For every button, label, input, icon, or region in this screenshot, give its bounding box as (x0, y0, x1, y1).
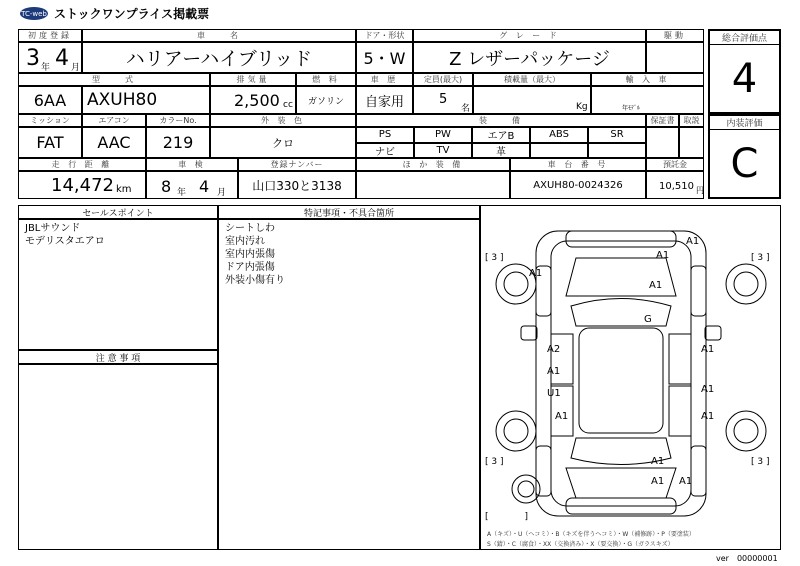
equip-label: 装 備 (356, 114, 646, 127)
overall-score-label: 総合評価点 (710, 31, 779, 45)
legend-line-2: S（錆）・C（腐食）・XX（交換済み）・X（要交換）・G（ガラスキズ） (487, 541, 674, 548)
mirror-right (705, 326, 721, 340)
damage-diagram (480, 205, 781, 550)
recycle-label: 預託金 (646, 158, 704, 171)
car-body-outline (536, 231, 706, 516)
mission-label: ミッション (18, 114, 82, 127)
first-reg-label: 初度登録 (18, 29, 82, 42)
damage-mark: A1 (651, 476, 665, 487)
equipment-item (530, 143, 588, 159)
wheel-rear-right (726, 411, 766, 451)
plate: 山口330と3138 (238, 171, 356, 199)
fuel-label: 燃 料 (296, 73, 356, 86)
interior-score-box (708, 114, 781, 199)
import: 年ﾓﾃﾞﾙ (591, 86, 704, 114)
capacity-label: 定員(最大) (413, 73, 473, 86)
displacement: 2,500 cc (210, 86, 296, 114)
inspection-label: 車 検 (146, 158, 238, 171)
equipment-item: SR (588, 127, 646, 143)
notes (18, 364, 218, 550)
version: ver 00000001 (716, 554, 778, 563)
overall-score: 4 (731, 56, 758, 102)
import-label: 輸 入 車 (591, 73, 704, 86)
sales-points-title: セールスポイント (18, 205, 218, 219)
damage-mark: A1 (701, 411, 715, 422)
damage-mark: A1 (547, 366, 561, 377)
other-equip (356, 171, 510, 199)
other-equip-label: ほ か 装 備 (356, 158, 510, 171)
bracket-top-right: [ 3 ] (751, 253, 770, 263)
damage-mark: A1 (555, 411, 569, 422)
equipment-item: ABS (530, 127, 588, 143)
grade-value: Z レザーパッケージ (413, 42, 646, 73)
door-right-front (669, 334, 691, 384)
sales-points (18, 219, 218, 350)
equipment-item: PS (356, 127, 414, 143)
list-item: 室内汚れ (225, 236, 265, 247)
chassis: AXUH80-0024326 (510, 171, 646, 199)
ac: AAC (82, 127, 146, 158)
grade-label: グ レ ー ド (413, 29, 646, 42)
exterior: クロ (210, 127, 356, 158)
recycle: 10,510 円 (646, 171, 704, 199)
mileage: 14,472 km (18, 171, 146, 199)
roof (579, 328, 663, 433)
equipment-item: 革 (472, 143, 530, 159)
color-no-label: カラーNo. (146, 114, 210, 127)
inspection: 8 年 4 月 (146, 171, 238, 199)
list-item: 室内内張傷 (225, 249, 275, 260)
equipment-item: エアB (472, 127, 530, 143)
warranty-label: 保証書 (646, 114, 679, 127)
equipment-item: ナビ (356, 143, 414, 159)
wheel-rear-left (496, 411, 536, 451)
color-no: 219 (146, 127, 210, 158)
damage-mark: A1 (656, 250, 670, 261)
first-reg-value: 3 年 4 月 (18, 42, 82, 73)
car-diagram (481, 206, 780, 549)
bracket-top-left: [ 3 ] (485, 253, 504, 263)
remarks-title: 特記事項・不具合箇所 (218, 205, 480, 219)
manual (679, 127, 704, 158)
ac-label: エアコン (82, 114, 146, 127)
list-item: JBLサウンド (25, 223, 81, 234)
wheel-front-right (726, 264, 766, 304)
list-item: モデリスタエアロ (25, 236, 105, 247)
manual-label: 取説 (679, 114, 704, 127)
damage-mark: A1 (649, 280, 663, 291)
front-bumper (566, 231, 676, 247)
damage-mark: A1 (701, 344, 715, 355)
displacement-label: 排気量 (210, 73, 296, 86)
warranty (646, 127, 679, 158)
drive-value (646, 42, 704, 73)
legend-line-1: A（キズ）・U（ヘコミ）・B（キズを伴うヘコミ）・W（補修跡）・P（要塗装） (487, 531, 695, 538)
damage-mark: A1 (651, 456, 665, 467)
model-code: AXUH80 (82, 86, 210, 114)
drive-label: 駆動 (646, 29, 704, 42)
bracket-bottom-right: [ 3 ] (751, 457, 770, 467)
damage-mark: A2 (547, 344, 561, 355)
door-label: ドア・形状 (356, 29, 413, 42)
notes-title: 注 意 事 項 (18, 350, 218, 364)
door-value: 5・W (356, 42, 413, 73)
model-prefix: 6AA (18, 86, 82, 114)
damage-mark: A1 (686, 236, 700, 247)
damage-mark: A1 (679, 476, 693, 487)
mileage-label: 走 行 距 離 (18, 158, 146, 171)
exterior-label: 外 装 色 (210, 114, 356, 127)
equipment-item: PW (414, 127, 472, 143)
loading: Kg (473, 86, 591, 114)
brand-logo: TC-web (20, 7, 48, 20)
equipment-item: TV (414, 143, 472, 159)
car-body-inner (551, 241, 691, 506)
interior-score: C (730, 141, 759, 187)
history: 自家用 (356, 86, 413, 114)
car-name-label: 車 名 (82, 29, 356, 42)
windshield (571, 299, 671, 327)
bracket-bottom-left: [ 3 ] (485, 457, 504, 467)
list-item: ドア内張傷 (225, 262, 275, 273)
door-right-rear (669, 386, 691, 436)
remarks (218, 219, 480, 550)
model-label: 型 式 (18, 73, 210, 86)
equipment-grid (356, 127, 646, 158)
damage-mark: A1 (701, 384, 715, 395)
history-label: 車 歴 (356, 73, 413, 86)
fuel: ガソリン (296, 86, 356, 114)
loading-label: 積載量（最大） (473, 73, 591, 86)
chassis-label: 車 台 番 号 (510, 158, 646, 171)
capacity: 5 名 (413, 86, 473, 114)
mirror-left (521, 326, 537, 340)
equipment-item (588, 143, 646, 159)
damage-mark: G (644, 314, 652, 325)
list-item: シートしわ (225, 223, 275, 234)
bracket-bottom: [ ] (485, 512, 529, 522)
overall-score-box (708, 29, 781, 114)
interior-score-label: 内装評価 (710, 116, 779, 130)
damage-mark: U1 (547, 388, 561, 399)
car-name: ハリアーハイブリッド (82, 42, 356, 73)
plate-label: 登録ナンバー (238, 158, 356, 171)
list-item: 外装小傷有り (225, 275, 285, 286)
damage-mark: A1 (529, 268, 543, 279)
page-title: ストックワンプライス掲載票 (54, 7, 210, 21)
mission: FAT (18, 127, 82, 158)
